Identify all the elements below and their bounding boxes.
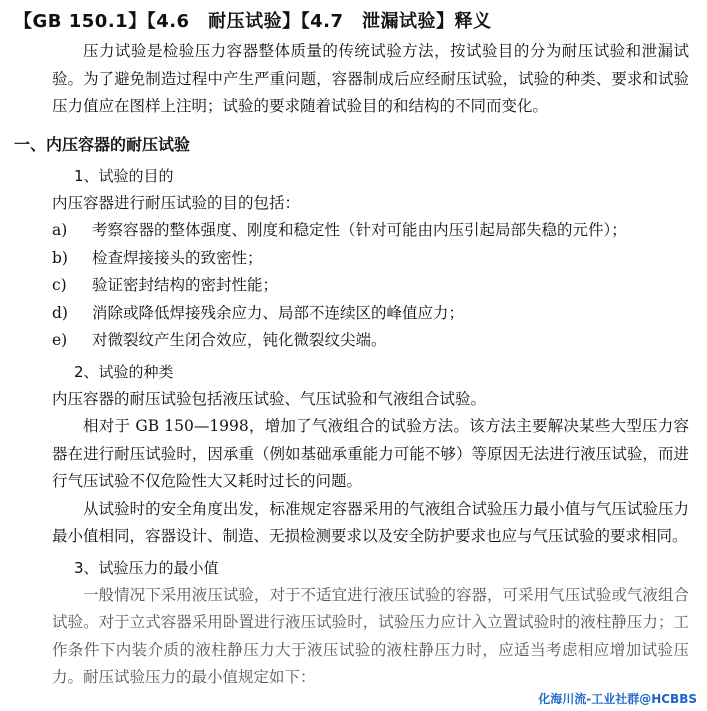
types-lead: 内压容器的耐压试验包括液压试验、气压试验和气液组合试验。 — [52, 389, 487, 408]
list-item — [52, 217, 689, 245]
min-pressure-paragraph: 一般情况下采用液压试验，对于不适宜进行液压试验的容器，可采用气压试验或气液组合试验。对于立式容器采用卧置进行液压试验时，试验压力应计入立置试验时的液柱静压力；工作条件下内装介质的液柱静压力大于液压试验的液柱静压力时，应适当考虑相应增加试验压力。耐压试验压力的最小值规定如下： — [52, 585, 689, 686]
list-marker: b) — [52, 248, 68, 267]
list-item-text: 对微裂纹产生闭合效应，钝化微裂纹尖端。 — [92, 331, 387, 349]
list-item — [52, 245, 689, 273]
list-marker: e) — [52, 331, 68, 349]
intro-paragraph: 压力试验是检验压力容器整体质量的传统试验方法，按试验目的分为耐压试验和泄漏试验。为了避免制造过程中产生严重问题，容器制成后应经耐压试验，试验的种类、要求和试验压力值应在图样上注明；试验的要求随着试验目的和结构的不同而变化。 — [52, 42, 689, 115]
list-item-text: 检查焊接接头的致密性； — [92, 248, 263, 267]
list-item — [52, 300, 689, 328]
types-paragraph-1: 相对于 GB 150—1998，增加了气液组合的试验方法。该方法主要解决某些大型压力容器在进行耐压试验时，因承重（例如基础承重能力可能不够）等原因无法进行液压试验，而进行气压试验不仅危险性大又耗时过长的问题。 — [52, 417, 689, 490]
list-item-text: 考察容器的整体强度、刚度和稳定性（针对可能由内压引起局部失稳的元件）； — [92, 221, 627, 239]
subsection-heading-min-pressure: 3、试验压力的最小值 — [74, 558, 219, 577]
subsection-heading-types: 2、试验的种类 — [74, 362, 174, 381]
list-marker: d) — [52, 303, 68, 322]
list-item — [52, 272, 689, 300]
subsection-heading-purpose: 1、试验的目的 — [74, 166, 174, 185]
section-heading: 一、内压容器的耐压试验 — [14, 134, 191, 154]
list-marker: a) — [52, 221, 68, 239]
types-paragraph-2: 从试验时的安全角度出发，标准规定容器采用的气液组合试验压力最小值与气压试验压力最小值相同，容器设计、制造、无损检测要求以及安全防护要求也应与气压试验的要求相同。 — [52, 499, 689, 545]
list-item-text: 消除或降低焊接残余应力、局部不连续区的峰值应力； — [92, 303, 465, 322]
list-marker: c) — [52, 276, 67, 294]
list-item-text: 验证密封结构的密封性能； — [92, 276, 279, 294]
document-title: 【GB 150.1】【4.6 耐压试验】【4.7 泄漏试验】释义 — [14, 11, 492, 32]
watermark: 化海川流-工业社群@HCBBS — [538, 692, 697, 706]
list-item — [52, 327, 689, 355]
purpose-lead: 内压容器进行耐压试验的目的包括： — [52, 193, 301, 212]
